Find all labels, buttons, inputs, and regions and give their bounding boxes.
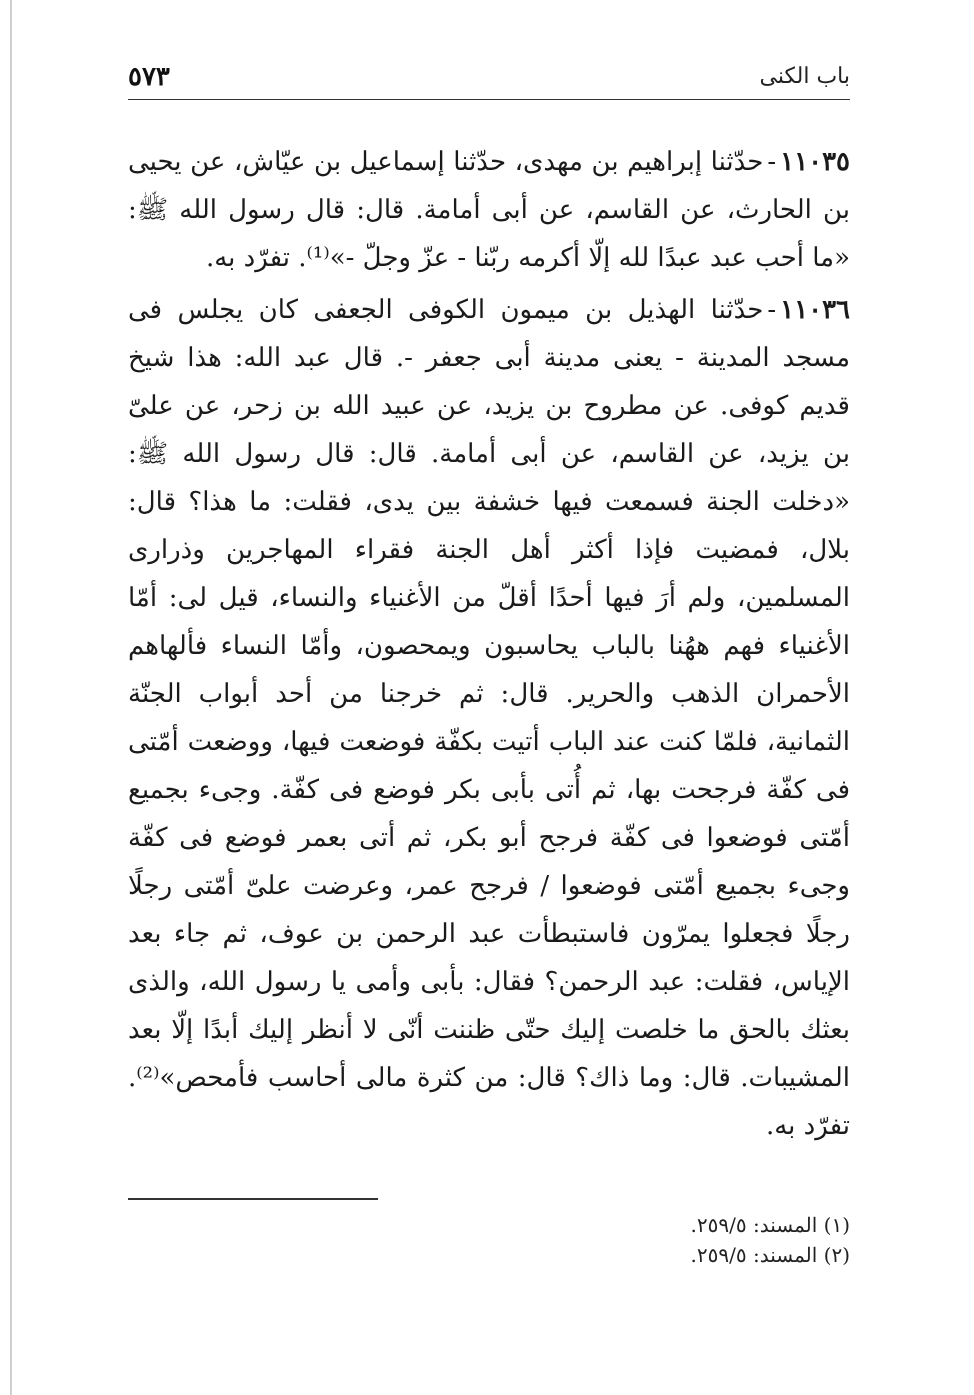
hadith-text: حدّثنا الهذيل بن ميمون الكوفى الجعفى كان يجلس فى مسجد المدينة - يعنى مدينة أبى جعفر -. قال عبد الله: هذا شيخ قديم كوفى. عن مطروح بن يزيد، عن عبيد الله بن زحر، عن علىّ بن يزيد، عن القاسم، عن أبى أمامة. قال: قال رسول الله ﷺ: «دخلت الجنة فسمعت فيها خشفة بين يدى، فقلت: ما هذا؟ قال: بلال، فمضيت فإذا أكثر أهل الجنة فقراء المهاجرين وذرارى المسلمين، ولم أرَ فيها أحدًا أقلّ من الأغنياء والنساء، قيل لى: أمّا الأغنياء فهم ههُنا بالباب يحاسبون ويمحصون، وأمّا النساء فألهاهم الأحمران الذهب والحرير. قال: ثم خرجنا من أحد أبواب الجنّة الثمانية، فلمّا كنت عند الباب أتيت بكفّة فوضعت فيها، ووضعت أمّتى فى كفّة فرجحت بها، ثم أُتى بأبى بكر فوضع فى كفّة. وجىء بجميع أمّتى فوضعوا فى كفّة فرجح أبو بكر، ثم أتى بعمر فوضع فى كفّة وجىء بجميع أمّتى فوضعوا / فرجح عمر، وعرضت علىّ أمّتى رجلًا رجلًا فجعلوا يمرّون فاستبطأت عبد الرحمن بن عوف، ثم جاء بعد الإياس، فقلت: عبد الرحمن؟ فقال: بأبى وأمى يا رسول الله، والذى بعثك بالحق ما خلصت إليك حتّى ظننت أنّى لا أنظر إليك أبدًا إلّا بعد المشيبات. قال: وما ذاك؟ قال: من كثرة مالى أحاسب فأمحص»⁽²⁾. تفرّد به. (128, 295, 850, 1141)
hadith-entry: ١١٠٣٥-حدّثنا إبراهيم بن مهدى، حدّثنا إسماعيل بن عيّاش، عن يحيى بن الحارث، عن القاسم، عن أبى أمامة. قال: قال رسول الله ﷺ: «ما أحب عبد عبدًا لله إلّا أكرمه ربّنا - عزّ وجلّ -»⁽¹⁾. تفرّد به. (128, 147, 851, 273)
page-header (128, 60, 850, 100)
footnotes (128, 1210, 850, 1270)
hadith-entry: ١١٠٣٦-حدّثنا الهذيل بن ميمون الكوفى الجعفى كان يجلس فى مسجد المدينة - يعنى مدينة أبى جعفر -. قال عبد الله: هذا شيخ قديم كوفى. عن مطروح بن يزيد، عن عبيد الله بن زحر، عن علىّ بن يزيد، عن القاسم، عن أبى أمامة. قال: قال رسول الله ﷺ: «دخلت الجنة فسمعت فيها خشفة بين يدى، فقلت: ما هذا؟ قال: بلال، فمضيت فإذا أكثر أهل الجنة فقراء المهاجرين وذرارى المسلمين، ولم أرَ فيها أحدًا أقلّ من الأغنياء والنساء، قيل لى: أمّا الأغنياء فهم ههُنا بالباب يحاسبون ويمحصون، وأمّا النساء فألهاهم الأحمران الذهب والحرير. قال: ثم خرجنا من أحد أبواب الجنّة الثمانية، فلمّا كنت عند الباب أتيت بكفّة فوضعت فيها، ووضعت أمّتى فى كفّة فرجحت بها، ثم أُتى بأبى بكر فوضع فى كفّة. وجىء بجميع أمّتى فوضعوا فى كفّة فرجح أبو بكر، ثم أتى بعمر فوضع فى كفّة وجىء بجميع أمّتى فوضعوا / فرجح عمر، وعرضت علىّ أمّتى رجلًا رجلًا فجعلوا يمرّون فاستبطأت عبد الرحمن بن عوف، ثم جاء بعد الإياس، فقلت: عبد الرحمن؟ فقال: بأبى وأمى يا رسول الله، والذى بعثك بالحق ما خلصت إليك حتّى ظننت أنّى لا أنظر إليك أبدًا إلّا بعد المشيبات. قال: وما ذاك؟ قال: من كثرة مالى أحاسب فأمحص»⁽²⁾. تفرّد به. (128, 295, 850, 1141)
hadith-number: ١١٠٣٦ (780, 295, 850, 325)
hadith-text: حدّثنا إبراهيم بن مهدى، حدّثنا إسماعيل بن عيّاش، عن يحيى بن الحارث، عن القاسم، عن أبى أمامة. قال: قال رسول الله ﷺ: «ما أحب عبد عبدًا لله إلّا أكرمه ربّنا - عزّ وجلّ -»⁽¹⁾. تفرّد به. (128, 147, 851, 273)
page-number: ٥٧٣ (128, 62, 170, 92)
running-head: باب الكنى (759, 64, 850, 89)
footnote: (٢) المسند: ٢٥٩/٥. (690, 1243, 850, 1267)
main-text (128, 138, 850, 1150)
footnote-rule (128, 1198, 378, 1200)
page-edge-line (10, 0, 12, 1395)
footnote: (١) المسند: ٢٥٩/٥. (690, 1213, 850, 1237)
hadith-number: ١١٠٣٥ (780, 147, 850, 177)
header-rule (128, 99, 850, 101)
